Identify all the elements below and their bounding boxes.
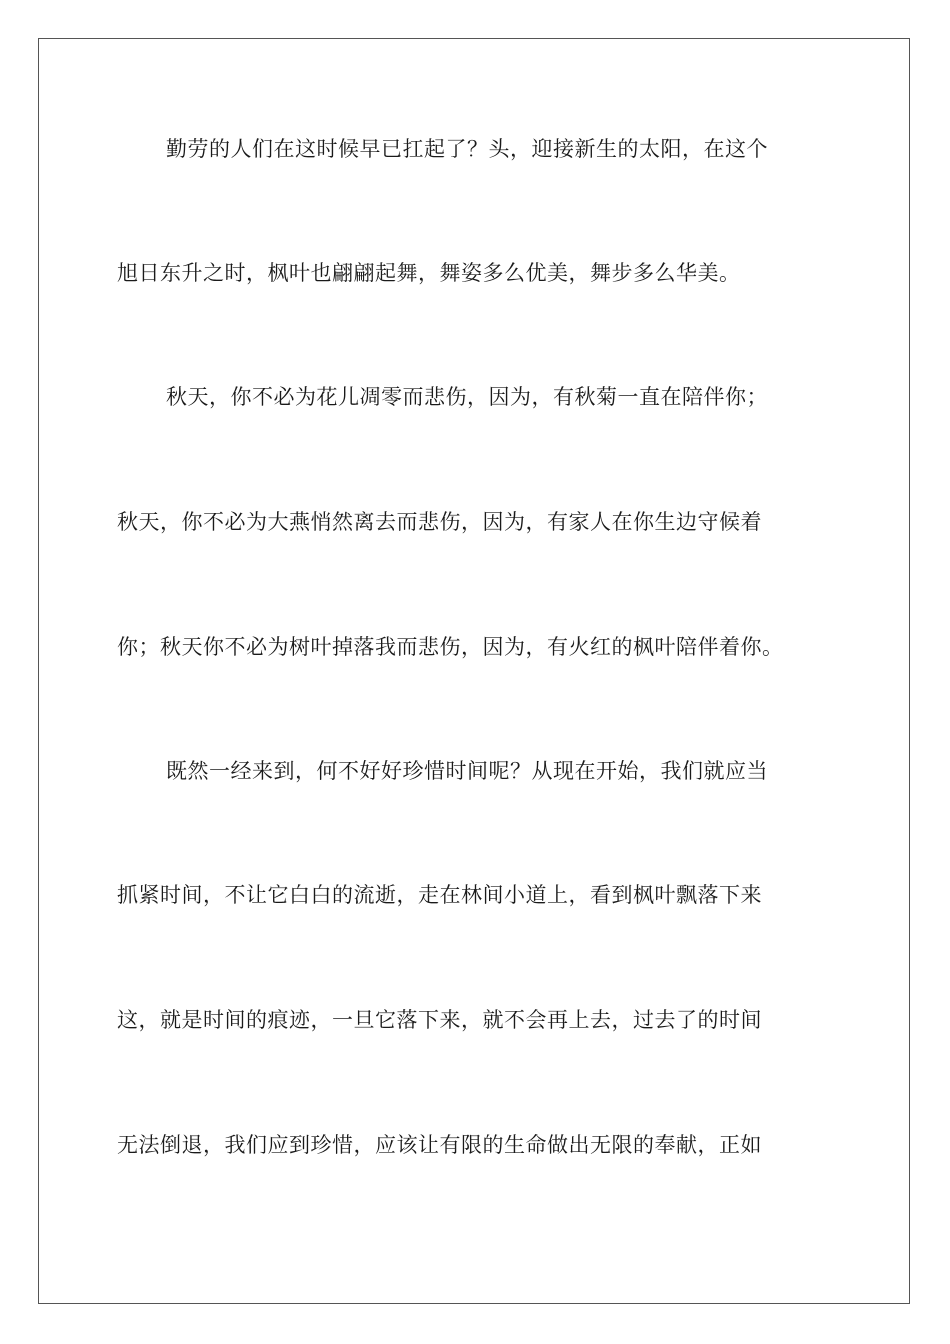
text-line-5: 你；秋天你不必为树叶掉落我而悲伤，因为，有火红的枫叶陪伴着你。 bbox=[117, 635, 784, 659]
text-line-1: 勤劳的人们在这时候早已扛起了？头，迎接新生的太阳，在这个 bbox=[166, 137, 768, 161]
text-line-2: 旭日东升之时，枫叶也翩翩起舞，舞姿多么优美，舞步多么华美。 bbox=[117, 261, 741, 285]
page-border bbox=[38, 38, 910, 1304]
text-line-9: 无法倒退，我们应到珍惜，应该让有限的生命做出无限的奉献，正如 bbox=[117, 1133, 762, 1157]
text-line-7: 抓紧时间，不让它白白的流逝，走在林间小道上，看到枫叶飘落下来 bbox=[117, 883, 762, 907]
text-line-8: 这，就是时间的痕迹，一旦它落下来，就不会再上去，过去了的时间 bbox=[117, 1008, 762, 1032]
text-line-3: 秋天，你不必为花儿凋零而悲伤，因为，有秋菊一直在陪伴你； bbox=[166, 385, 768, 409]
text-line-4: 秋天，你不必为大燕悄然离去而悲伤，因为，有家人在你生边守候着 bbox=[117, 510, 762, 534]
text-line-6: 既然一经来到，何不好好珍惜时间呢？从现在开始，我们就应当 bbox=[166, 759, 768, 783]
